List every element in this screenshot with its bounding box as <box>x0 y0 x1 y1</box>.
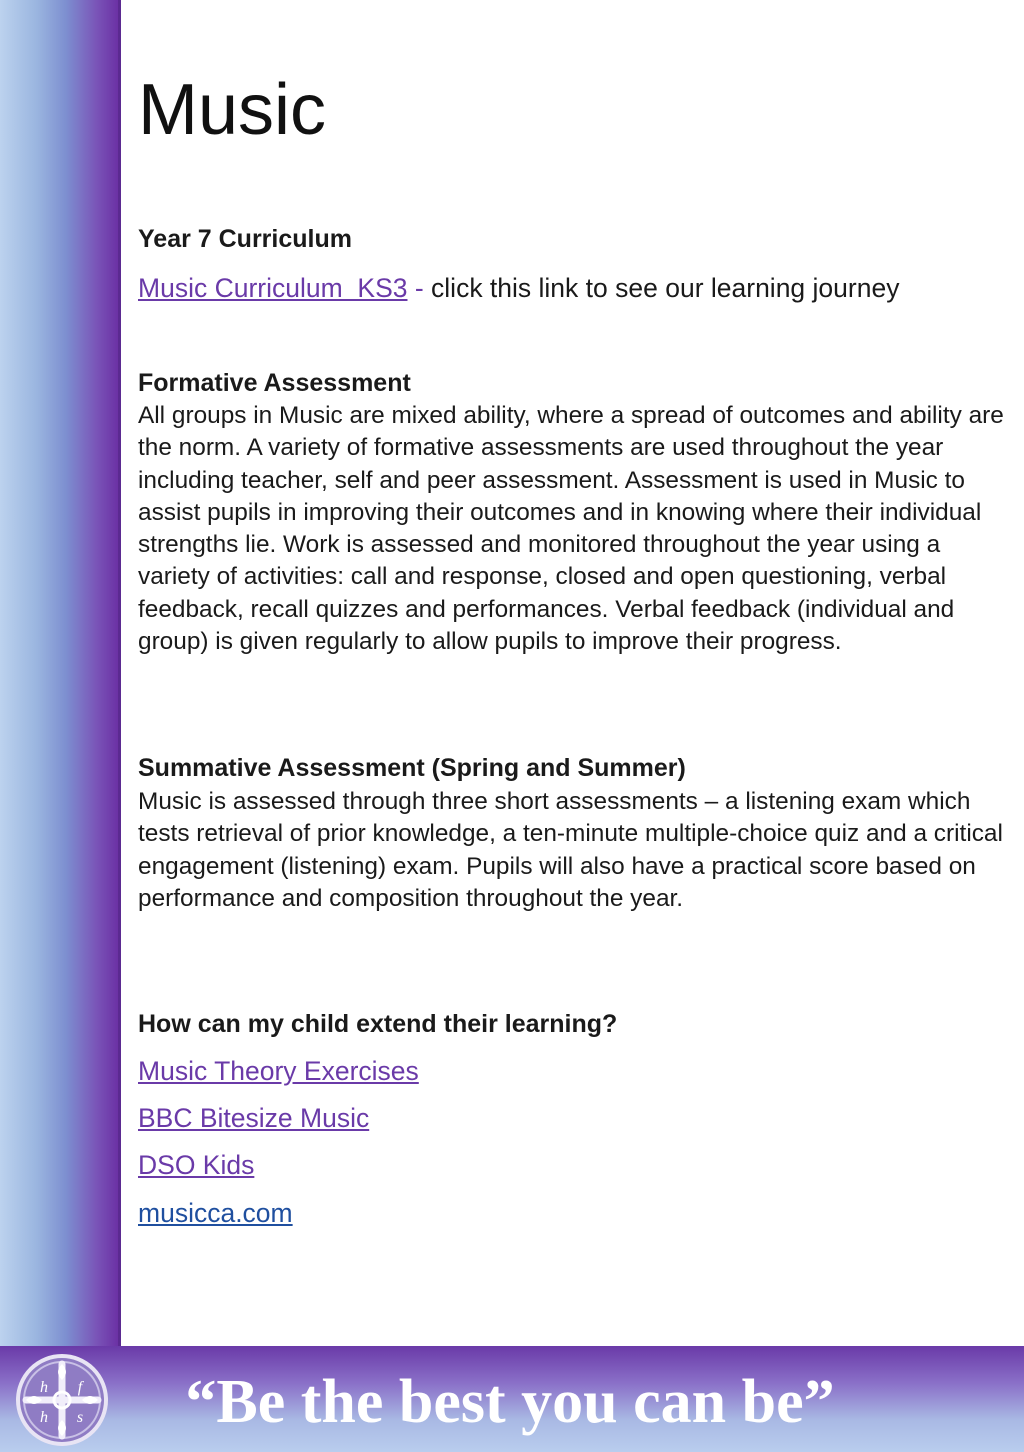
curriculum-link-description: click this link to see our learning journey <box>431 273 900 303</box>
sidebar-gradient <box>0 0 120 1346</box>
link-separator: - <box>407 273 432 303</box>
summative-heading: Summative Assessment (Spring and Summer) <box>138 754 686 782</box>
logo-letter: h <box>40 1379 48 1396</box>
logo-letter: h <box>40 1409 48 1426</box>
music-curriculum-ks3-link[interactable]: Music Curriculum KS3 <box>138 273 408 303</box>
bbc-bitesize-music-link[interactable]: BBC Bitesize Music <box>138 1103 370 1133</box>
extend-link-item <box>138 1101 369 1135</box>
curriculum-link-line <box>138 271 899 305</box>
page-title: Music <box>138 70 327 150</box>
logo-letter: s <box>76 1409 84 1426</box>
extend-link-item <box>138 1148 254 1182</box>
formative-heading: Formative Assessment <box>138 369 411 397</box>
logo-letter: f <box>77 1379 83 1396</box>
curriculum-heading: Year 7 Curriculum <box>138 225 352 253</box>
school-crest-logo <box>14 1352 110 1448</box>
musicca-link[interactable]: musicca.com <box>138 1198 293 1228</box>
school-motto: “Be the best you can be” <box>185 1368 835 1436</box>
extend-heading: How can my child extend their learning? <box>138 1010 618 1038</box>
extend-link-item <box>138 1054 419 1088</box>
sidebar-edge <box>118 0 121 1346</box>
music-theory-exercises-link[interactable]: Music Theory Exercises <box>138 1056 419 1086</box>
extend-link-item <box>138 1196 293 1230</box>
formative-body: All groups in Music are mixed ability, where a spread of outcomes and ability are the norm. A variety of formative assessments are used throughout the year including teacher, self and peer assessment. Assessment is used in Music to assist pupils in improving their outcomes and in knowing where their individual strengths lie. Work is assessed and monitored throughout the year using a variety of activities: call and response, closed and open questioning, verbal feedback, recall quizzes and performances. Verbal feedback (individual and group) is given regularly to allow pupils to improve their progress. <box>138 402 1004 656</box>
dso-kids-link[interactable]: DSO Kids <box>138 1150 255 1180</box>
summative-body: Music is assessed through three short assessments – a listening exam which tests retrieval of prior knowledge, a ten-minute multiple-choice quiz and a critical engagement (listening) exam. Pupils will also have a practical score based on performance and composition throughout the year. <box>138 788 1003 912</box>
